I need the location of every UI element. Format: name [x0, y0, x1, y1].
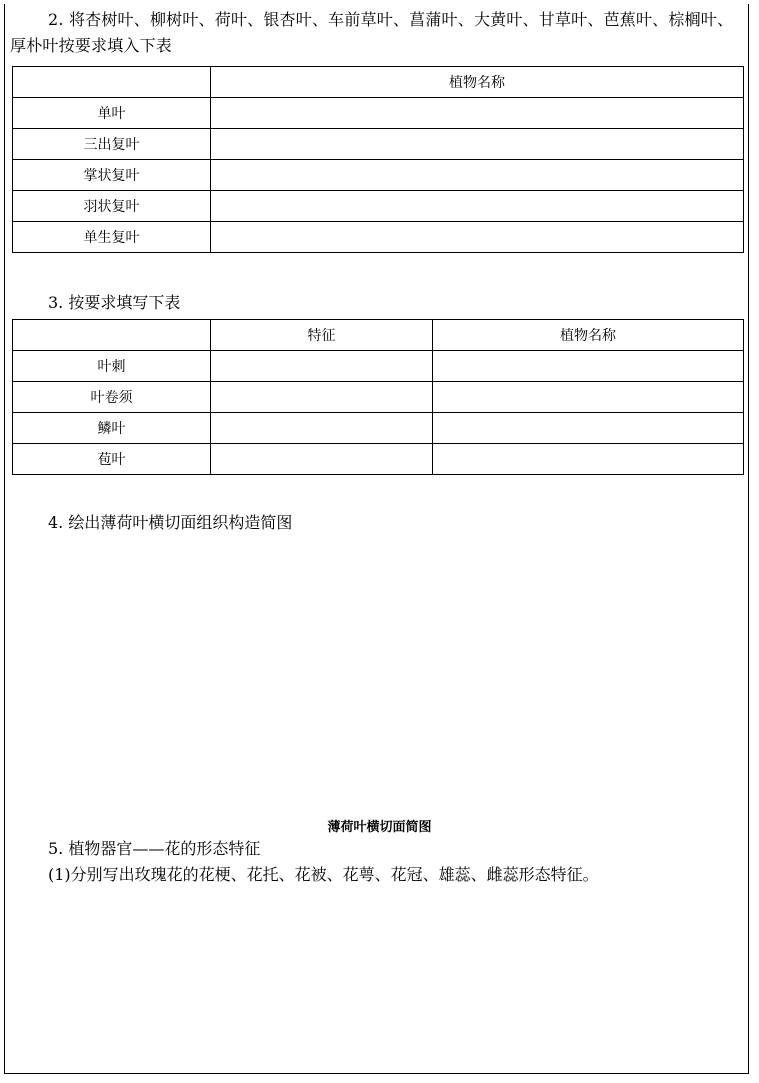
- answer-cell[interactable]: [211, 98, 744, 129]
- answer-cell[interactable]: [433, 382, 744, 413]
- header-cell-plant-name: 植物名称: [211, 67, 744, 98]
- table-row: [13, 98, 744, 129]
- table-row: [13, 444, 744, 475]
- modified-leaf-table: [12, 319, 744, 475]
- table-row: [13, 351, 744, 382]
- table-row: [13, 191, 744, 222]
- row-label: 单叶: [13, 98, 211, 129]
- question-3-text: 3. 按要求填写下表: [48, 293, 181, 312]
- feature-cell[interactable]: [211, 351, 433, 382]
- table-row: [13, 222, 744, 253]
- question-5-sub-1: (1)分别写出玫瑰花的花梗、花托、花被、花萼、花冠、雄蕊、雌蕊形态特征。: [48, 865, 599, 884]
- question-2-text: 2. 将杏树叶、柳树叶、荷叶、银杏叶、车前草叶、菖蒲叶、大黄叶、甘草叶、芭蕉叶、棕榈叶、厚朴叶按要求填入下表: [10, 10, 734, 55]
- header-cell-empty: [13, 67, 211, 98]
- feature-cell[interactable]: [211, 444, 433, 475]
- question-4-text: 4. 绘出薄荷叶横切面组织构造简图: [48, 513, 293, 532]
- answer-cell[interactable]: [211, 191, 744, 222]
- answer-cell[interactable]: [211, 222, 744, 253]
- drawing-area[interactable]: [12, 540, 743, 810]
- feature-cell[interactable]: [211, 382, 433, 413]
- row-label: 叶卷须: [13, 382, 211, 413]
- table-header-row: [13, 67, 744, 98]
- leaf-type-table: [12, 66, 744, 253]
- row-label: 羽状复叶: [13, 191, 211, 222]
- row-label: 鳞叶: [13, 413, 211, 444]
- header-cell-feature: 特征: [211, 320, 433, 351]
- table-row: [13, 160, 744, 191]
- table-row: [13, 129, 744, 160]
- header-cell-empty: [13, 320, 211, 351]
- answer-cell[interactable]: [433, 413, 744, 444]
- row-label: 掌状复叶: [13, 160, 211, 191]
- answer-cell[interactable]: [433, 444, 744, 475]
- row-label: 三出复叶: [13, 129, 211, 160]
- row-label: 单生复叶: [13, 222, 211, 253]
- answer-area[interactable]: [12, 892, 743, 1067]
- table-row: [13, 413, 744, 444]
- row-label: 苞叶: [13, 444, 211, 475]
- answer-cell[interactable]: [211, 160, 744, 191]
- answer-cell[interactable]: [433, 351, 744, 382]
- question-5-title: 5. 植物器官——花的形态特征: [48, 839, 261, 858]
- header-cell-plant-name: 植物名称: [433, 320, 744, 351]
- table-row: [13, 382, 744, 413]
- feature-cell[interactable]: [211, 413, 433, 444]
- answer-cell[interactable]: [211, 129, 744, 160]
- table-header-row: [13, 320, 744, 351]
- row-label: 叶刺: [13, 351, 211, 382]
- figure-caption: 薄荷叶横切面简图: [327, 820, 432, 835]
